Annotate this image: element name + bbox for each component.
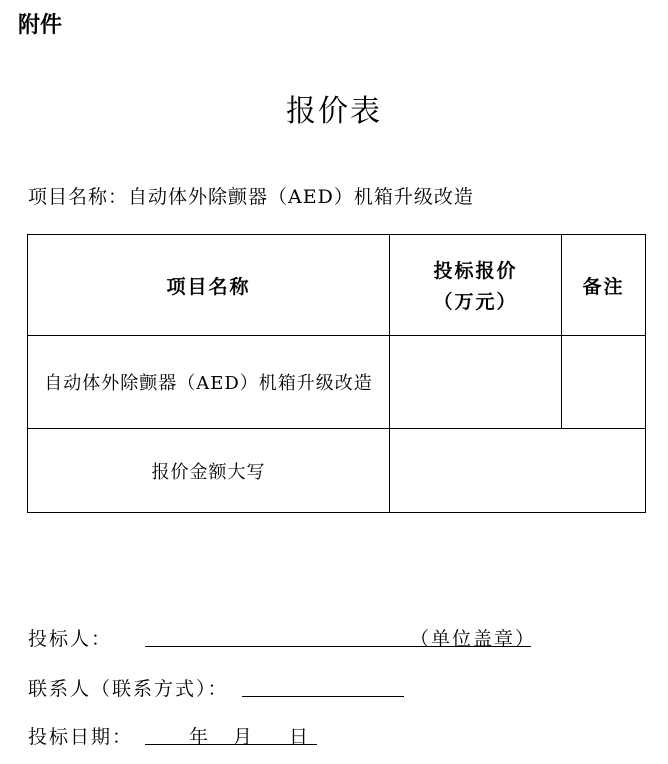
page-title: 报价表 (286, 94, 382, 129)
bidder-label: 投标人： (28, 628, 113, 650)
table-header-row (28, 235, 646, 336)
row-item-price (390, 336, 562, 429)
date-day-label: 日 (289, 726, 311, 748)
header-bid-price-unit: （万元） (433, 291, 518, 313)
contact-underline (242, 674, 404, 697)
row-item-name: 自动体外除颤器（AED）机箱升级改造 (28, 336, 390, 429)
header-item-name: 项目名称 (28, 235, 390, 336)
total-amount-label: 报价金额大写 (28, 429, 390, 513)
project-name-line (28, 182, 474, 209)
project-name-label: 项目名称： (28, 186, 129, 208)
date-year-label: 年 (189, 726, 211, 748)
seal-note: （单位盖章） (410, 628, 537, 650)
date-month-label: 月 (233, 726, 255, 748)
quote-table (27, 234, 646, 513)
table-row (28, 336, 646, 429)
table-total-row (28, 429, 646, 513)
header-bid-price (390, 235, 562, 336)
header-remarks: 备注 (562, 235, 646, 336)
project-name-value: 自动体外除颤器（AED）机箱升级改造 (128, 186, 474, 208)
total-amount-value (390, 429, 646, 513)
header-bid-price-line1: 投标报价 (433, 260, 518, 282)
contact-label: 联系人（联系方式）： (28, 678, 229, 700)
bid-date-label: 投标日期： (28, 726, 134, 748)
row-item-remarks (562, 336, 646, 429)
attachment-label: 附件 (18, 13, 63, 38)
